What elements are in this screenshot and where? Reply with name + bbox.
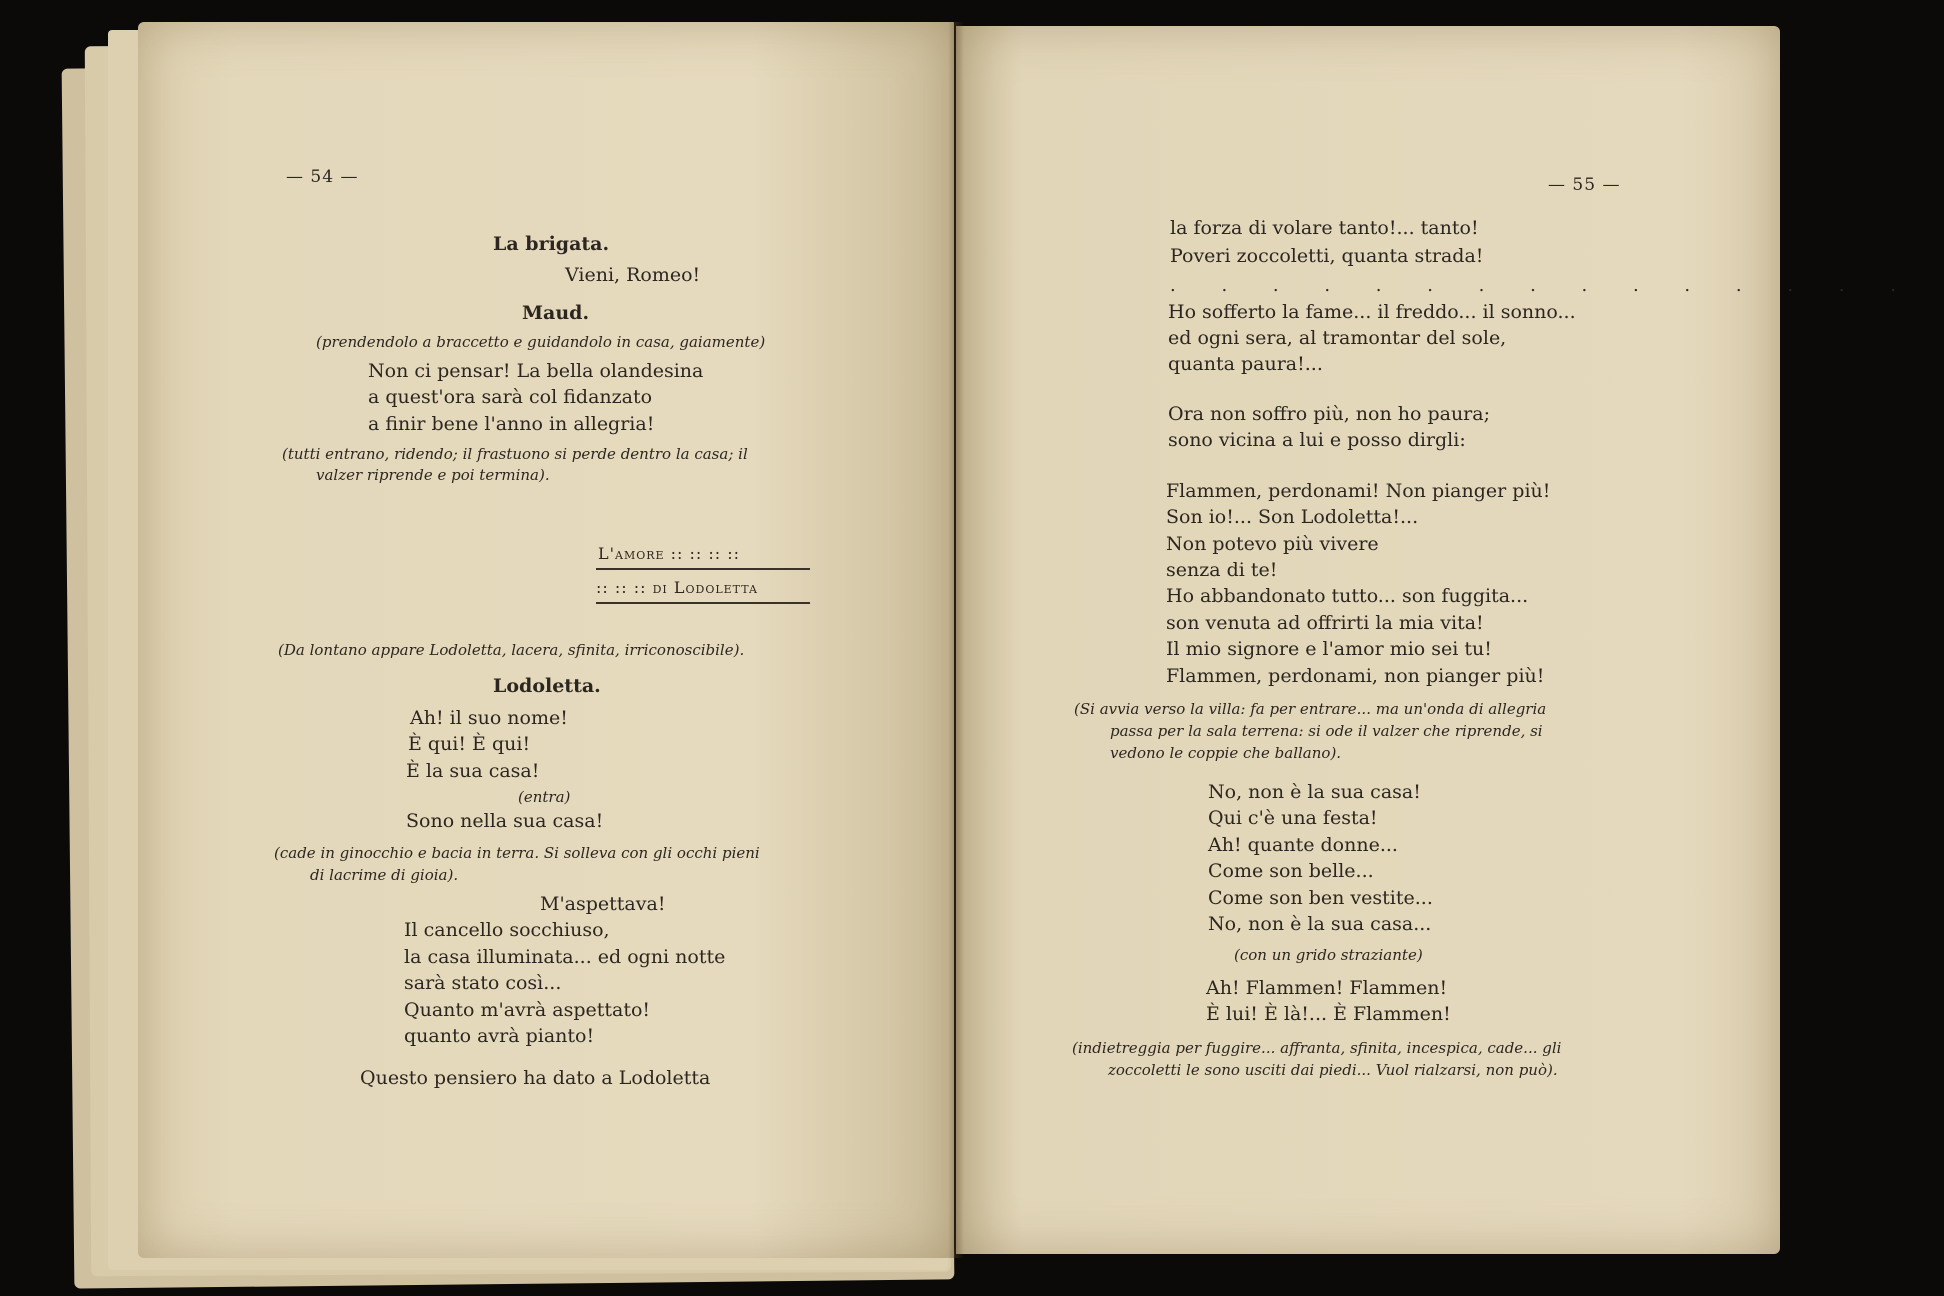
- verse-line: È qui! È qui!: [408, 733, 531, 755]
- verse-line: M'aspettava!: [540, 893, 666, 915]
- verse-line: Non potevo più vivere: [1166, 533, 1379, 555]
- verse-line: la casa illuminata... ed ogni notte: [404, 946, 726, 968]
- verse-line: Ah! Flammen! Flammen!: [1206, 977, 1448, 999]
- verse-line: son venuta ad offrirti la mia vita!: [1166, 612, 1484, 634]
- stage-direction: valzer riprende e poi termina).: [316, 466, 550, 484]
- heading-rule: [596, 602, 810, 604]
- verse-line: Poveri zoccoletti, quanta strada!: [1170, 245, 1484, 267]
- verse-line: È la sua casa!: [406, 760, 540, 782]
- stage-direction: di lacrime di gioia).: [310, 866, 459, 884]
- verse-line: Come son belle...: [1208, 860, 1374, 882]
- heading-rule: [596, 568, 810, 570]
- verse-line: È lui! È là!... È Flammen!: [1206, 1003, 1451, 1025]
- verse-line: Ho abbandonato tutto... son fuggita...: [1166, 585, 1529, 607]
- stage-direction: (tutti entrano, ridendo; il frastuono si perde dentro la casa; il: [282, 445, 748, 463]
- stage-direction: (Da lontano appare Lodoletta, lacera, sfinita, irriconoscibile).: [278, 641, 745, 659]
- verse-line: Son io!... Son Lodoletta!...: [1166, 506, 1419, 528]
- speaker-name: Maud.: [522, 302, 590, 324]
- verse-line: ed ogni sera, al tramontar del sole,: [1168, 327, 1507, 349]
- verse-line: Come son ben vestite...: [1208, 887, 1433, 909]
- verse-line: No, non è la sua casa...: [1208, 913, 1432, 935]
- section-heading: :: :: :: di Lodoletta: [596, 578, 758, 597]
- speaker-name: La brigata.: [493, 233, 610, 255]
- verse-line: Non ci pensar! La bella olandesina: [368, 360, 704, 382]
- stage-direction: vedono le coppie che ballano).: [1110, 744, 1342, 762]
- stage-direction: (entra): [518, 788, 571, 806]
- verse-line: a quest'ora sarà col fidanzato: [368, 386, 653, 408]
- page-number: — 55 —: [1548, 175, 1621, 195]
- right-page: [956, 26, 1916, 1254]
- verse-line: sono vicina a lui e posso dirgli:: [1168, 429, 1466, 451]
- verse-line: Ah! il suo nome!: [410, 707, 568, 729]
- verse-line: Questo pensiero ha dato a Lodoletta: [360, 1067, 711, 1089]
- stage-direction: (indietreggia per fuggire... affranta, sfinita, incespica, cade... gli: [1072, 1039, 1562, 1057]
- verse-line: Ah! quante donne...: [1208, 834, 1398, 856]
- verse-line: a finir bene l'anno in allegria!: [368, 413, 655, 435]
- verse-line: Il mio signore e l'amor mio sei tu!: [1166, 638, 1492, 660]
- verse-line: Ho sofferto la fame... il freddo... il sonno...: [1168, 301, 1576, 323]
- verse-line: Flammen, perdonami, non pianger più!: [1166, 665, 1545, 687]
- section-heading: L'amore :: :: :: ::: [598, 544, 741, 563]
- book-gutter: [948, 22, 964, 1258]
- verse-line: quanta paura!...: [1168, 353, 1323, 375]
- page-number: — 54 —: [286, 167, 359, 187]
- stage-direction: zoccoletti le sono usciti dai piedi... Vuol rialzarsi, non può).: [1108, 1061, 1558, 1079]
- stage-direction: passa per la sala terrena: si ode il valzer che riprende, si: [1110, 722, 1543, 740]
- stage-direction: (Si avvia verso la villa: fa per entrare... ma un'onda di allegria: [1074, 700, 1547, 718]
- verse-line: Qui c'è una festa!: [1208, 807, 1378, 829]
- verse-line: Vieni, Romeo!: [565, 264, 701, 286]
- left-page: [138, 22, 954, 1258]
- verse-line: Sono nella sua casa!: [406, 810, 604, 832]
- stage-direction: (prendendolo a braccetto e guidandolo in casa, gaiamente): [316, 333, 766, 351]
- verse-line: Ora non soffro più, non ho paura;: [1168, 403, 1490, 425]
- verse-line: Flammen, perdonami! Non pianger più!: [1166, 480, 1551, 502]
- verse-line: Il cancello socchiuso,: [404, 919, 610, 941]
- ellipsis-row: . . . . . . . . . . . . . . .: [1170, 275, 1916, 296]
- stage-direction: (cade in ginocchio e bacia in terra. Si solleva con gli occhi pieni: [274, 844, 760, 862]
- verse-line: sarà stato così...: [404, 972, 562, 994]
- speaker-name: Lodoletta.: [493, 675, 601, 697]
- verse-line: Quanto m'avrà aspettato!: [404, 999, 651, 1021]
- verse-line: No, non è la sua casa!: [1208, 781, 1421, 803]
- verse-line: quanto avrà pianto!: [404, 1025, 595, 1047]
- verse-line: senza di te!: [1166, 559, 1278, 581]
- verse-line: la forza di volare tanto!... tanto!: [1170, 217, 1479, 239]
- stage-direction: (con un grido straziante): [1234, 946, 1423, 964]
